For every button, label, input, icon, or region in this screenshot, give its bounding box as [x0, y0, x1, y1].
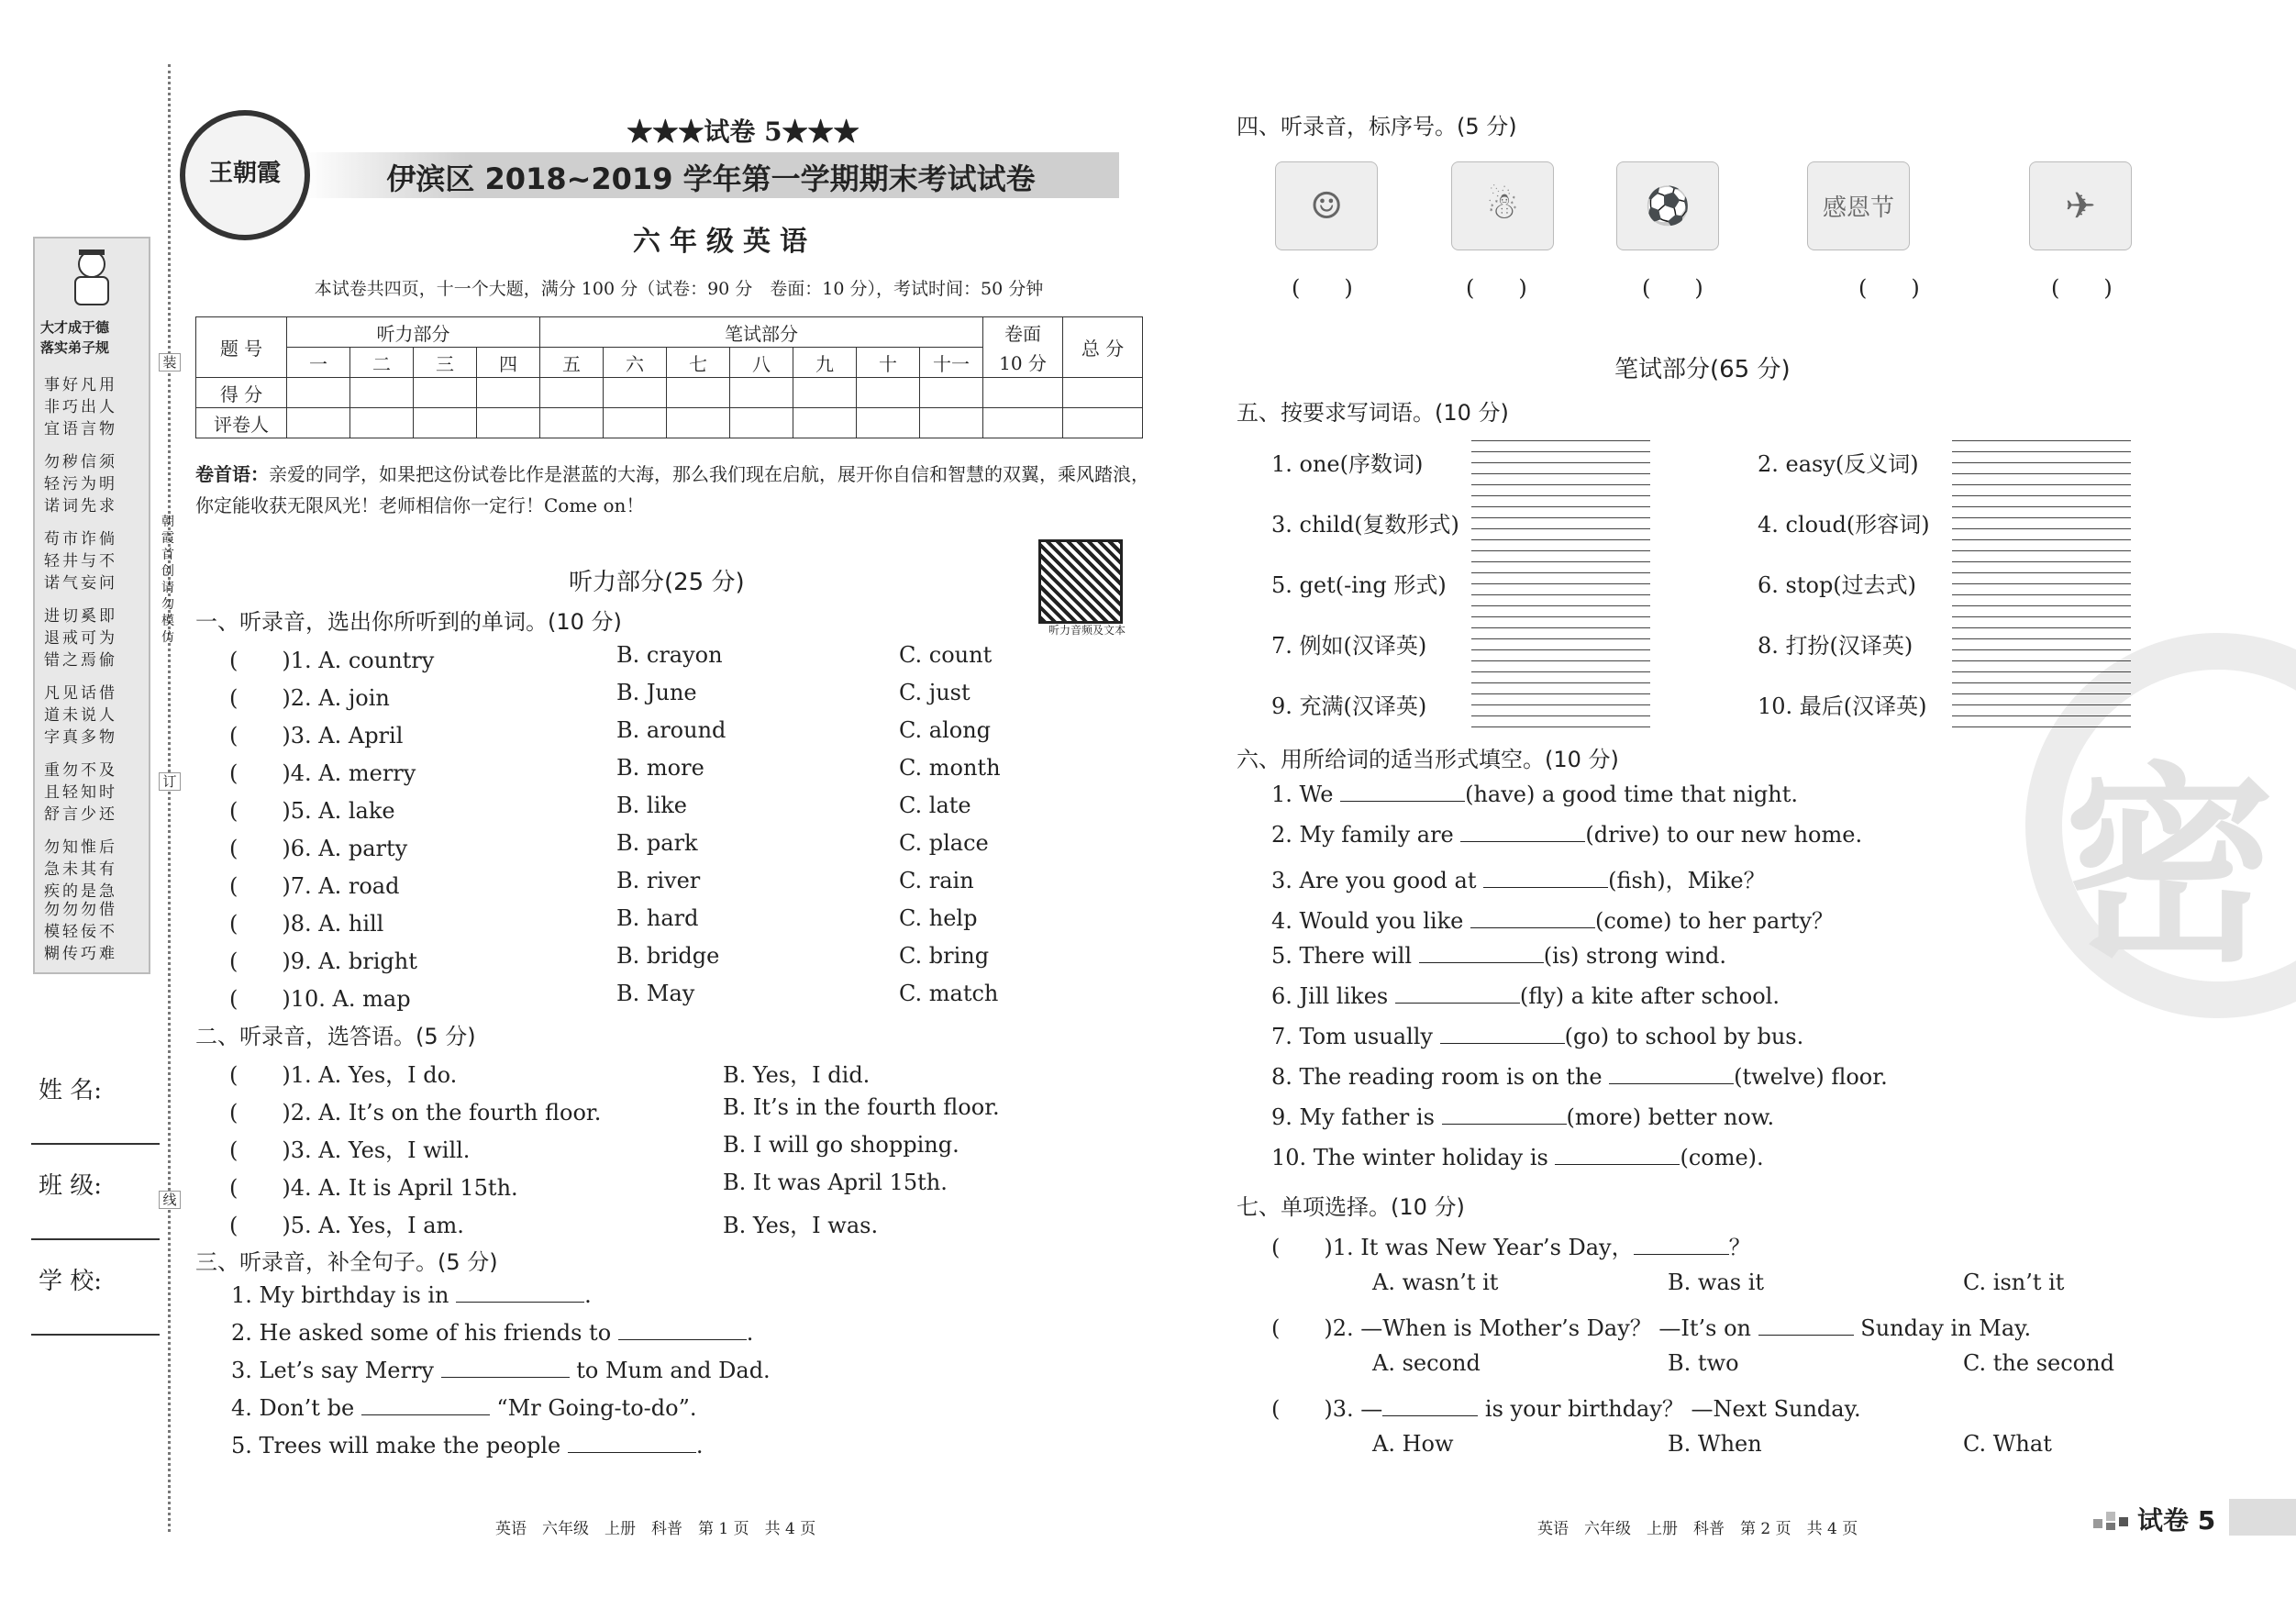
list-item: ( )1. A. Yes，I do. B. Yes，I did. [229, 1062, 871, 1088]
thanksgiving-sign-icon: 感恩节 [1822, 194, 1894, 222]
motto-block-4: 进切奚即 退戒可为 错之焉偷 [44, 607, 117, 670]
list-item: ( )10. A. map B. May C. match [229, 981, 999, 1012]
answer-paren[interactable]: ( ) [2051, 275, 2113, 301]
grader-cell[interactable] [477, 408, 540, 438]
list-item: ( )1. A. country B. crayon C. count [229, 642, 993, 673]
list-item: 4. Don’t be “Mr Going-to-do”. [231, 1395, 697, 1421]
score-col: 五 [540, 348, 604, 378]
answer-paren[interactable]: ( [229, 723, 283, 749]
score-table-total: 总 分 [1063, 317, 1143, 378]
list-item: 3. child(复数形式) [1271, 512, 1459, 538]
answer-blank[interactable] [1483, 869, 1608, 888]
footer-left: 英语 六年级 上册 科普 第 1 页 共 4 页 [495, 1520, 816, 1538]
motto-block-3: 苟市诈倘 轻井与不 诺气妄问 [44, 530, 117, 593]
binding-tag-xian: 线 [159, 1191, 181, 1209]
answer-blank[interactable] [1442, 1105, 1567, 1125]
list-item: 8. 打扮(汉译英) [1758, 633, 1913, 659]
score-col: 七 [667, 348, 730, 378]
answer-blank[interactable] [1470, 909, 1595, 928]
score-cell[interactable] [604, 378, 667, 408]
confidential-stamp: 密 [2064, 746, 2276, 991]
answer-paren[interactable]: ( [1271, 1315, 1325, 1341]
grader-cell[interactable] [414, 408, 477, 438]
score-cell[interactable] [414, 378, 477, 408]
list-item: ( )5. A. Yes，I am. B. Yes，I was. [229, 1213, 879, 1238]
section1-title: 一、听录音，选出你所听到的单词。(10 分) [195, 609, 622, 635]
list-item: 4. Would you like (come) to her party？ [1271, 908, 1835, 934]
list-item: 9. My father is (more) better now. [1271, 1104, 1775, 1130]
answer-paren[interactable]: ( [229, 948, 283, 974]
score-col: 二 [350, 348, 414, 378]
score-col: 四 [477, 348, 540, 378]
list-item: 9. 充满(汉译英) [1271, 693, 1427, 719]
motto-block-8: 勿勿勿借 模轻佞不 糊传巧难 [44, 901, 117, 963]
answer-blank[interactable] [618, 1321, 747, 1340]
answer-paren[interactable]: ( ) [1292, 275, 1353, 301]
answer-blank[interactable] [1634, 1236, 1729, 1255]
answer-blank[interactable] [1460, 823, 1585, 842]
answer-paren[interactable]: ( [229, 873, 283, 899]
score-cell[interactable] [540, 378, 604, 408]
answer-paren[interactable]: ( [229, 836, 283, 861]
list-item: ( )5. A. lake B. like C. late [229, 793, 971, 824]
list-item: 2. My family are (drive) to our new home. [1271, 822, 1863, 848]
answer-paren[interactable]: ( [229, 1213, 283, 1238]
list-item: ( )8. A. hill B. hard C. help [229, 905, 978, 937]
score-cell[interactable] [857, 378, 920, 408]
section7-title: 七、单项选择。(10 分) [1237, 1194, 1465, 1220]
picture-girl-winter [1451, 161, 1554, 250]
score-cell[interactable] [983, 378, 1063, 408]
page-title: 伊滨区 2018~2019 学年第一学期期末考试试卷 [386, 161, 1036, 196]
motto-panel [33, 237, 150, 974]
dots-icon [2093, 1508, 2130, 1530]
score-table-juanmian: 卷面 [983, 317, 1063, 348]
answer-blank[interactable] [1609, 1065, 1734, 1084]
score-table-writing: 笔试部分 [540, 317, 983, 348]
name-field[interactable] [31, 1143, 160, 1145]
writing-lines-left[interactable] [1471, 440, 1650, 727]
motto-block-5: 凡见话借 道未说人 字真多物 [44, 684, 117, 747]
grader-cell[interactable] [540, 408, 604, 438]
score-col: 九 [793, 348, 857, 378]
section4-title: 四、听录音，标序号。(5 分) [1237, 114, 1517, 139]
option-c: C. the second [1963, 1350, 2114, 1376]
score-cell[interactable] [287, 378, 350, 408]
motto-title-1: 大才成于德 [40, 319, 110, 336]
motto-block-2: 勿秽信须 轻污为明 诺词先求 [44, 453, 117, 516]
list-item: ( )4. A. merry B. more C. month [229, 755, 1001, 786]
answer-blank[interactable] [456, 1283, 584, 1303]
answer-paren[interactable]: ( [229, 760, 283, 786]
school-field[interactable] [31, 1334, 160, 1336]
list-item: ( )6. A. party B. park C. place [229, 830, 989, 861]
list-item: ( )1. It was New Year’s Day， ？ [1271, 1235, 1751, 1260]
intro-text: 亲爱的同学，如果把这份试卷比作是湛蓝的大海，那么我们现在启航，展开你自信和智慧的双翼，乘风踏浪，你定能收获无限风光！老师相信你一定行！Come on！ [195, 463, 1149, 516]
score-cell[interactable] [350, 378, 414, 408]
grader-cell[interactable] [350, 408, 414, 438]
score-cell[interactable] [1063, 378, 1143, 408]
picture-china-map [2029, 161, 2132, 250]
list-item: ( )4. A. It is April 15th. B. It was April 15th. [229, 1170, 948, 1201]
scholar-figure-icon [62, 246, 121, 310]
section2-title: 二、听录音，选答语。(5 分) [195, 1024, 476, 1049]
listening-title: 听力部分(25 分) [569, 569, 745, 596]
answer-blank[interactable] [1340, 782, 1465, 802]
answer-paren[interactable]: ( [1271, 1396, 1325, 1422]
option-b: B. When [1668, 1431, 1762, 1457]
score-col: 十一 [920, 348, 983, 378]
footer-tag-bar [2229, 1499, 2296, 1536]
grader-row-label: 评卷人 [196, 408, 287, 438]
grader-cell[interactable] [667, 408, 730, 438]
writing-title: 笔试部分(65 分) [1614, 356, 1791, 383]
section6-title: 六、用所给词的适当形式填空。(10 分) [1237, 747, 1619, 772]
score-table-juanmian-score: 10 分 [983, 348, 1063, 378]
answer-blank[interactable] [1419, 944, 1544, 963]
list-item: ( )2. A. join B. June C. just [229, 680, 971, 711]
school-label: 学 校: [39, 1268, 103, 1295]
score-col: 六 [604, 348, 667, 378]
list-item: 5. There will (is) strong wind. [1271, 943, 1727, 969]
grader-cell[interactable] [920, 408, 983, 438]
logo-text: 王朝霞 [208, 160, 281, 187]
picture-thanksgiving [1807, 161, 1910, 250]
section5-title: 五、按要求写词语。(10 分) [1237, 400, 1509, 426]
score-row-label: 得 分 [196, 378, 287, 408]
exam-info: 本试卷共四页，十一个大题，满分 100 分（试卷：90 分 卷面：10 分），考试时间：50 分钟 [314, 279, 1044, 299]
answer-paren[interactable]: ( [229, 798, 283, 824]
girl-in-winter-hat-icon: ☃ [1486, 184, 1519, 227]
answer-paren[interactable]: ( [229, 986, 283, 1012]
answer-paren[interactable]: ( [229, 648, 283, 673]
list-item: ( )2. A. It’s on the fourth floor. B. It’s in the fourth floor. [229, 1094, 1000, 1126]
paper-tag-footer: 试卷 5 [2137, 1505, 2216, 1536]
list-item: 1. one(序数词) [1271, 451, 1424, 477]
grader-cell[interactable] [793, 408, 857, 438]
list-item: 5. Trees will make the people . [231, 1433, 704, 1458]
score-cell[interactable] [793, 378, 857, 408]
answer-blank[interactable] [1440, 1025, 1565, 1044]
answer-paren[interactable]: ( [229, 1137, 283, 1163]
answer-paren[interactable]: ( [229, 911, 283, 937]
answer-paren[interactable]: ( [229, 685, 283, 711]
answer-blank[interactable] [1555, 1146, 1680, 1165]
class-label: 班 级: [39, 1172, 103, 1200]
answer-blank[interactable] [568, 1434, 696, 1453]
score-table-listening: 听力部分 [287, 317, 540, 348]
list-item: 1. My birthday is in . [231, 1282, 592, 1308]
picture-boy-eating [1275, 161, 1378, 250]
motto-block-1: 事好凡用 非巧出人 宜语言物 [44, 376, 117, 438]
list-item: 10. 最后(汉译英) [1758, 693, 1927, 719]
answer-paren[interactable]: ( [229, 1175, 283, 1201]
logo [180, 110, 310, 240]
option-a: A. wasn’t it [1372, 1270, 1499, 1295]
list-item: ( )7. A. road B. river C. rain [229, 868, 974, 899]
score-col: 一 [287, 348, 350, 378]
score-cell[interactable] [920, 378, 983, 408]
list-item: ( )2. —When is Mother’s Day？ —It’s on Sunday in May. [1271, 1315, 2032, 1341]
answer-paren[interactable]: ( [229, 1100, 283, 1126]
option-c: C. isn’t it [1963, 1270, 2065, 1295]
list-item: ( )3. A. April B. around C. along [229, 717, 992, 749]
answer-paren[interactable]: ( ) [1642, 275, 1703, 301]
class-field[interactable] [31, 1238, 160, 1240]
score-col: 三 [414, 348, 477, 378]
qr-caption: 听力音频及文本 [1048, 624, 1126, 637]
score-cell[interactable] [477, 378, 540, 408]
binding-tag-zhuang: 装 [159, 353, 181, 372]
writing-lines-right[interactable] [1952, 440, 2131, 727]
china-map-icon: ✈ [2065, 184, 2096, 227]
list-item: 4. cloud(形容词) [1758, 512, 1930, 538]
list-item: ( )3. — is your birthday？ —Next Sunday. [1271, 1396, 1861, 1422]
boy-eating-icon: ☺ [1310, 184, 1343, 227]
subject-title: 六年级英语 [633, 226, 816, 258]
option-b: B. two [1668, 1350, 1739, 1376]
answer-blank[interactable] [1395, 984, 1520, 1004]
score-table-tihao: 题 号 [196, 317, 287, 378]
list-item: 3. Are you good at (fish)，Mike？ [1271, 868, 1766, 893]
answer-blank[interactable] [361, 1396, 490, 1415]
qr-code-icon[interactable] [1038, 539, 1123, 624]
option-a: A. How [1372, 1431, 1454, 1457]
list-item: ( )9. A. bright B. bridge C. bring [229, 943, 990, 974]
answer-paren[interactable]: ( [1271, 1235, 1325, 1260]
score-col: 十 [857, 348, 920, 378]
list-item: 2. He asked some of his friends to . [231, 1320, 754, 1346]
list-item: 8. The reading room is on the (twelve) floor. [1271, 1064, 1888, 1090]
list-item: 2. easy(反义词) [1758, 451, 1919, 477]
binding-tag-ding: 订 [159, 772, 181, 791]
answer-paren[interactable]: ( [229, 1062, 283, 1088]
grader-cell[interactable] [857, 408, 920, 438]
kids-playing-icon: ⚽ [1645, 185, 1691, 227]
score-col: 八 [730, 348, 793, 378]
option-b: B. was it [1668, 1270, 1765, 1295]
answer-blank[interactable] [441, 1359, 570, 1378]
list-item: 3. Let’s say Merry to Mum and Dad. [231, 1358, 771, 1383]
grader-cell[interactable] [1063, 408, 1143, 438]
list-item: 6. Jill likes (fly) a kite after school. [1271, 983, 1780, 1009]
grader-cell[interactable] [287, 408, 350, 438]
section5-grid [1271, 440, 2280, 734]
option-c: C. What [1963, 1431, 2052, 1457]
intro-label: 卷首语： [195, 463, 269, 485]
list-item: 1. We (have) a good time that night. [1271, 782, 1798, 807]
score-table [195, 316, 1143, 438]
footer-right: 英语 六年级 上册 科普 第 2 页 共 4 页 [1537, 1520, 1858, 1538]
motto-block-7: 勿知惟后 急未其有 疾的是急 [44, 838, 117, 901]
list-item: 10. The winter holiday is (come). [1271, 1145, 1764, 1170]
option-a: A. second [1372, 1350, 1481, 1376]
list-item: ( )3. A. Yes，I will. B. I will go shopping. [229, 1132, 959, 1163]
list-item: 5. get(-ing 形式) [1271, 572, 1447, 598]
motto-title-2: 落实弟子规 [40, 339, 110, 356]
motto-block-6: 重勿不及 且轻知时 舒言少还 [44, 761, 117, 824]
answer-paren[interactable]: ( ) [1858, 275, 1920, 301]
grader-cell[interactable] [730, 408, 793, 438]
name-label: 姓 名: [39, 1077, 103, 1104]
picture-kids-playing [1616, 161, 1719, 250]
score-cell[interactable] [730, 378, 793, 408]
copyright-vertical-note: 朝霞首创 请勿模仿 [161, 515, 174, 645]
section3-title: 三、听录音，补全句子。(5 分) [195, 1249, 498, 1275]
intro-paragraph [195, 459, 1159, 521]
answer-paren[interactable]: ( ) [1466, 275, 1527, 301]
list-item: 7. 例如(汉译英) [1271, 633, 1427, 659]
answer-blank[interactable] [1758, 1316, 1854, 1336]
answer-blank[interactable] [1382, 1397, 1478, 1416]
paper-tag: ★★★试卷 5★★★ [627, 116, 860, 147]
score-cell[interactable] [667, 378, 730, 408]
grader-cell[interactable] [604, 408, 667, 438]
list-item: 6. stop(过去式) [1758, 572, 1917, 598]
grader-cell[interactable] [983, 408, 1063, 438]
list-item: 7. Tom usually (go) to school by bus. [1271, 1024, 1804, 1049]
